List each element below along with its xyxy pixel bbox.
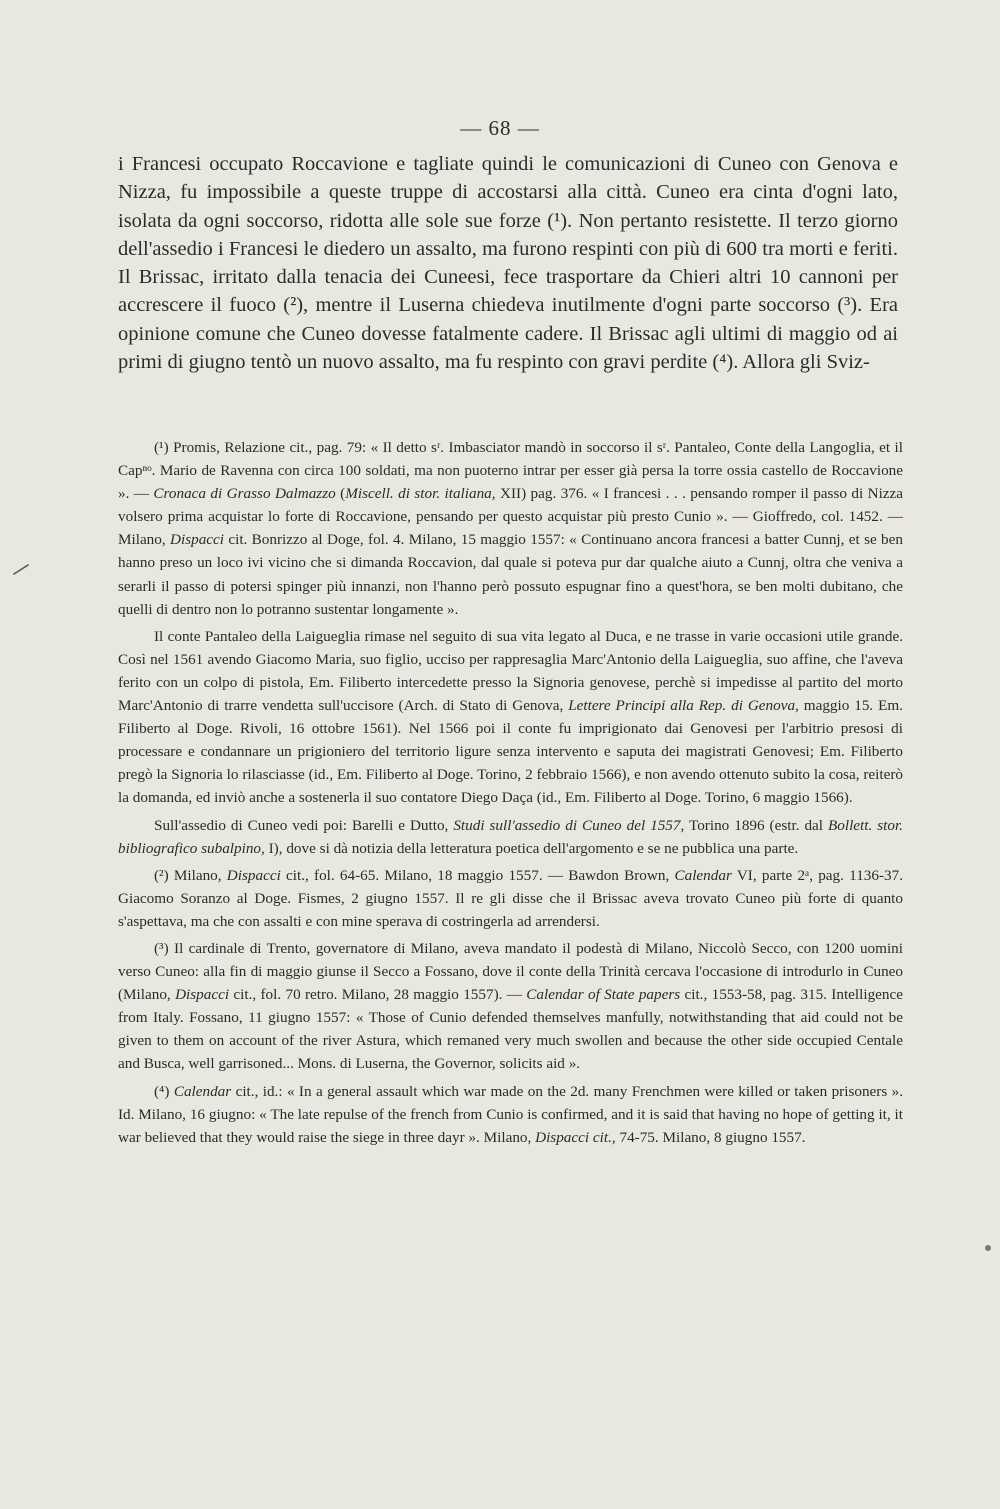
footnote-2: (²) Milano, Dispacci cit., fol. 64-65. Milano, 18 maggio 1557. — Bawdon Brown, Calendar VI, parte 2ᵃ, pag. 1136-37. Giacomo Soranzo al Doge. Fismes, 2 giugno 1557. Il re gli disse che il Brissac aveva trovato Cuneo più forte di quanto s'aspettava, ma che con assalti e con mine sperava di costringerla ad arrendersi. — [118, 866, 904, 930]
body-paragraph: i Francesi occupato Roccavione e tagliate quindi le comunicazioni di Cuneo con Genova e Nizza, fu impossibile a queste truppe di accostarsi alla città. Cuneo era cinta d'ogni lato, isolata da ogni soccorso, ridotta alle sole sue forze (¹). Non pertanto resistette. Il terzo giorno dell'assedio i Francesi le diedero un assalto, ma furono respinti con più di 600 tra morti e feriti. Il Brissac, irritato dalla tenacia dei Cuneesi, fece trasportare da Chieri altri 10 cannoni per accrescere il fuoco (²), mentre il Luserna chiedeva inutilmente d'ogni parte soccorso (³). Era opinione comune che Cuneo dovesse fatalmente cadere. Il Brissac agli ultimi di maggio od ai primi di giugno tentò un nuovo assalto, ma fu respinto con gravi perdite (⁴). Allora gli Sviz- — [118, 153, 898, 374]
footnote-1-paragraph-3: Sull'assedio di Cuneo vedi poi: Barelli e Dutto, Studi sull'assedio di Cuneo del 1557, Torino 1896 (estr. dal Bollett. stor. bibliografico subalpino, I), dove si dà notizia della letteratura poetica dell'argomento e se ne pubblica una parte. — [118, 816, 903, 857]
footnotes — [118, 436, 903, 1149]
margin-dot-icon — [985, 1245, 991, 1251]
margin-pen-mark-icon — [12, 562, 30, 576]
footnote-4: (⁴) Calendar cit., id.: « In a general assault which war made on the 2d. many Frenchmen were killed or taken prisoners ». Id. Milano, 16 giugno: « The late repulse of the french from Cunio is confirmed, and it is said that having no hope of getting it, it war believed that they would raise the siege in three dayr ». Milano, Dispacci cit., 74-75. Milano, 8 giugno 1557. — [118, 1082, 904, 1146]
body-text — [118, 150, 898, 376]
footnote-1-paragraph-2: Il conte Pantaleo della Laigueglia rimase nel seguito di sua vita legato al Duca, e ne trasse in varie occasioni utile grande. Così nel 1561 avendo Giacomo Maria, suo figlio, ucciso per rappresaglia Marc'Antonio della Laigueglia, suo affine, che l'aveva ferito con un colpo di pistola, Em. Filiberto intercedette presso la Signoria genovese, perchè si impedisse al partito del morto Marc'Antonio di trarre vendetta sull'uccisore (Arch. di Stato di Genova, Lettere Principi alla Rep. di Genova, maggio 15. Em. Filiberto al Doge. Rivoli, 16 ottobre 1561). Nel 1566 poi il conte fu imprigionato dai Genovesi per l'arbitrio presosi di processare e condannare un prigioniero del territorio ligure senza intervento e saputa dei magistrati Genovesi; Em. Filiberto pregò la Signoria lo rilasciasse (id., Em. Filiberto al Doge. Torino, 2 febbraio 1566), e non avendo ottenuto subito la cosa, reiterò la domanda, ed inviò anche a sostenerla il suo contatore Diego Daça (id., Em. Filiberto al Doge. Torino, 6 maggio 1566). — [118, 627, 904, 807]
page-number: — 68 — — [460, 116, 540, 140]
footnote-3: (³) Il cardinale di Trento, governatore di Milano, aveva mandato il podestà di Milano, Niccolò Secco, con 1200 uomini verso Cuneo: alla fin di maggio giunse il Secco a Fossano, dove il conte della Trinità cercava l'occasione di introdurlo in Cuneo (Milano, Dispacci cit., fol. 70 retro. Milano, 28 maggio 1557). — Calendar of State papers cit., 1553-58, pag. 315. Intelligence from Italy. Fossano, 11 giugno 1557: « Those of Cunio defended themselves manfully, notwithstanding that aid could not be given to them on account of the river Astura, which remaned very much swollen and because the other side occupied Centale and Busca, well garrisoned... Mons. di Luserna, the Governor, solicits aid ». — [118, 939, 903, 1073]
footnote-1: (¹) Promis, Relazione cit., pag. 79: « Il detto sʳ. Imbasciator mandò in soccorso il sʳ. Pantaleo, Conte della Langoglia, et il Capⁿᵒ. Mario de Ravenna con circa 100 soldati, ma non puoterno intrar per esser già persa la torre ossia castello de Roccavione ». — Cronaca di Grasso Dalmazzo (Miscell. di stor. italiana, XII) pag. 376. « I francesi . . . pensando romper il passo di Nizza volsero prima acquistar lo forte di Roccavione, pensando per questo acquistar più presto Cunio ». — Gioffredo, col. 1452. — Milano, Dispacci cit. Bonrizzo al Doge, fol. 4. Milano, 15 maggio 1557: « Continuano ancora francesi a batter Cunnj, et se ben hanno preso un loco ivi vicino che si dimanda Roccavion, dal quale si poteva pur dar qualche aiuto a Cunnj, oltra che veniva a serarli il passo di potersi spinger più innanzi, non l'hanno però possuto espugnar fino a quest'hora, se ben molti dubitano, che quelli di dentro non lo potranno sustentar longamente ». — [118, 439, 904, 618]
